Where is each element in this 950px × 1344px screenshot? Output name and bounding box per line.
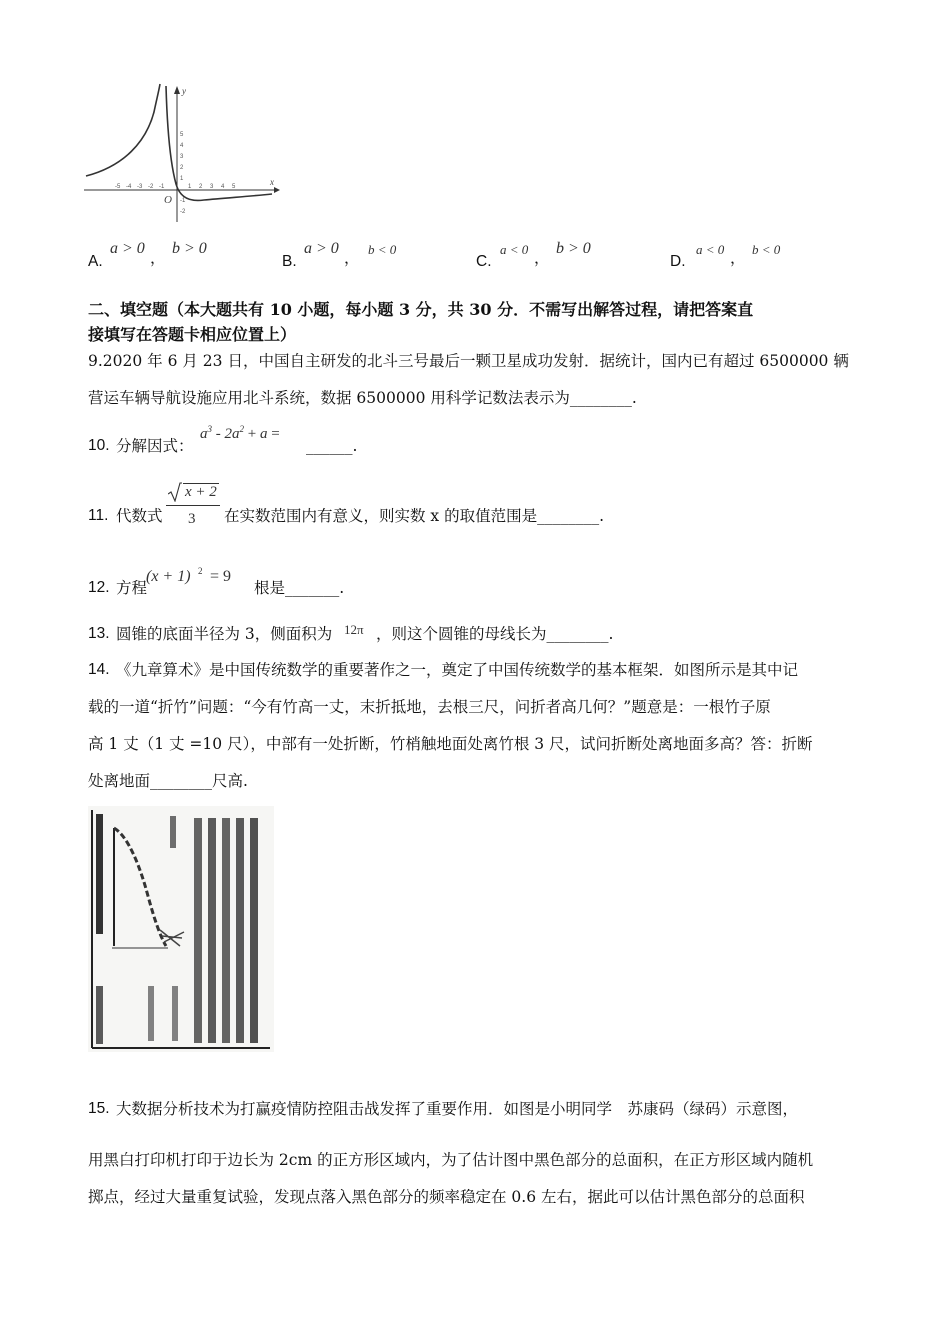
question-number: 14. (88, 661, 110, 678)
question-10 (88, 424, 488, 456)
x-tick: 5 (232, 184, 236, 190)
section-heading: 二、填空题（本大题共有 10 小题，每小题 3 分，共 30 分．不需写出解答过程，请把答案直 (88, 300, 754, 319)
option-letter: D. (670, 253, 686, 270)
option-d-cond2: b < 0 (752, 242, 781, 257)
option-sep: ， (150, 249, 166, 267)
sqrt-icon (168, 482, 182, 502)
option-sep: ， (730, 249, 746, 267)
option-d-cond1: a < 0 (696, 242, 725, 257)
option-c-cond2: b > 0 (556, 240, 591, 257)
option-a[interactable] (88, 240, 268, 270)
question-number: 13. (88, 625, 110, 642)
x-tick: -5 (115, 184, 121, 190)
y-axis-label: y (182, 86, 186, 96)
option-letter: B. (282, 253, 297, 270)
option-sep: ， (344, 249, 360, 267)
question-number: 11. (88, 507, 109, 524)
option-c[interactable] (476, 240, 656, 270)
question-9-line1: 9.2020 年 6 月 23 日，中国自主研发的北斗三号最后一颗卫星成功发射．据统计，国内已有超过 6500000 辆 (88, 352, 849, 370)
option-letter: A. (88, 253, 103, 270)
question-14-line2: 载的一道“折竹”问题：“今有竹高一丈，末折抵地，去根三尺，问折者高几何？”题意是：一根竹子原 (88, 698, 771, 716)
question-10-expression: $a^3 - 2a^2 + a$ = (200, 424, 280, 442)
section-heading-cont: 接填写在答题卡相应位置上） (88, 325, 297, 344)
question-number: 12. (88, 579, 110, 596)
question-12-exponent: 2 (198, 566, 203, 576)
question-11 (88, 480, 708, 530)
question-number: 15. (88, 1100, 110, 1117)
question-15-line1: 大数据分析技术为打赢疫情防控阻击战发挥了重要作用．如图是小明同学 苏康码（绿码）示意图， (116, 1100, 799, 1118)
question-12-rhs: = 9 (210, 568, 232, 585)
question-9-line2: 营运车辆导航设施应用北斗系统，数据 6500000 用科学记数法表示为________. (88, 389, 637, 407)
fraction-denominator: 3 (188, 511, 196, 527)
question-12 (88, 566, 388, 602)
y-tick: -2 (180, 209, 186, 215)
x-tick: -2 (148, 184, 154, 190)
question-12-lhs: (x + 1) (146, 568, 191, 585)
option-a-cond2: b > 0 (172, 240, 207, 257)
question-13-text-cont: ，则这个圆锥的母线长为________. (376, 625, 614, 643)
question-11-text: 代数式 (116, 507, 163, 525)
origin-label: O (164, 194, 172, 206)
option-b[interactable] (282, 240, 462, 270)
x-tick: -4 (126, 184, 132, 190)
question-13-text: 圆锥的底面半径为 3，侧面积为 (116, 625, 333, 643)
y-tick: 3 (180, 154, 184, 160)
question-15-line3: 掷点，经过大量重复试验，发现点落入黑色部分的频率稳定在 0.6 左右，据此可以估计黑色部分的总面积 (88, 1188, 805, 1206)
question-number: 10. (88, 437, 110, 454)
question-11-text-cont: 在实数范围内有意义，则实数 x 的取值范围是________. (224, 507, 605, 525)
x-tick: 1 (188, 184, 192, 190)
question-14-line3: 高 1 丈（1 丈 =10 尺），中部有一处折断，竹梢触地面处离竹根 3 尺，试问折断处离地面多高？答：折断 (88, 735, 813, 753)
option-sep: ， (534, 249, 550, 267)
x-tick: 4 (221, 184, 225, 190)
option-d[interactable] (670, 240, 850, 270)
question-13 (88, 620, 688, 646)
ancient-book-image (88, 806, 274, 1052)
question-14-line1: 《九章算术》是中国传统数学的重要著作之一，奠定了中国传统数学的基本框架．如图所示是其中记 (116, 661, 799, 679)
option-b-cond1: a > 0 (304, 240, 339, 257)
y-tick: 2 (180, 165, 184, 171)
function-graph (84, 82, 284, 224)
option-b-cond2: b < 0 (368, 242, 397, 257)
question-13-math: 12π (344, 622, 364, 637)
x-tick: -1 (159, 184, 165, 190)
y-tick: 1 (180, 176, 184, 182)
x-tick: 3 (210, 184, 214, 190)
question-15-line2: 用黑白打印机打印于边长为 2cm 的正方形区域内，为了估计图中黑色部分的总面积，在正方形区域内随机 (88, 1151, 814, 1169)
y-tick: 4 (180, 143, 184, 149)
x-axis-label: x (270, 177, 274, 187)
x-tick: 2 (199, 184, 203, 190)
y-tick: -1 (180, 198, 186, 204)
question-14-line4: 处离地面________尺高. (88, 772, 248, 790)
option-letter: C. (476, 253, 492, 270)
x-tick: -3 (137, 184, 143, 190)
question-10-blank: ______. (306, 437, 358, 455)
option-a-cond1: a > 0 (110, 240, 145, 257)
y-tick: 5 (180, 132, 184, 138)
question-12-text: 方程 (116, 579, 148, 597)
fraction-numerator: x + 2 (185, 484, 217, 500)
option-c-cond1: a < 0 (500, 242, 529, 257)
fraction-bar (166, 505, 220, 506)
question-12-text-cont: 根是_______. (254, 579, 345, 597)
question-10-text: 分解因式： (116, 437, 194, 455)
